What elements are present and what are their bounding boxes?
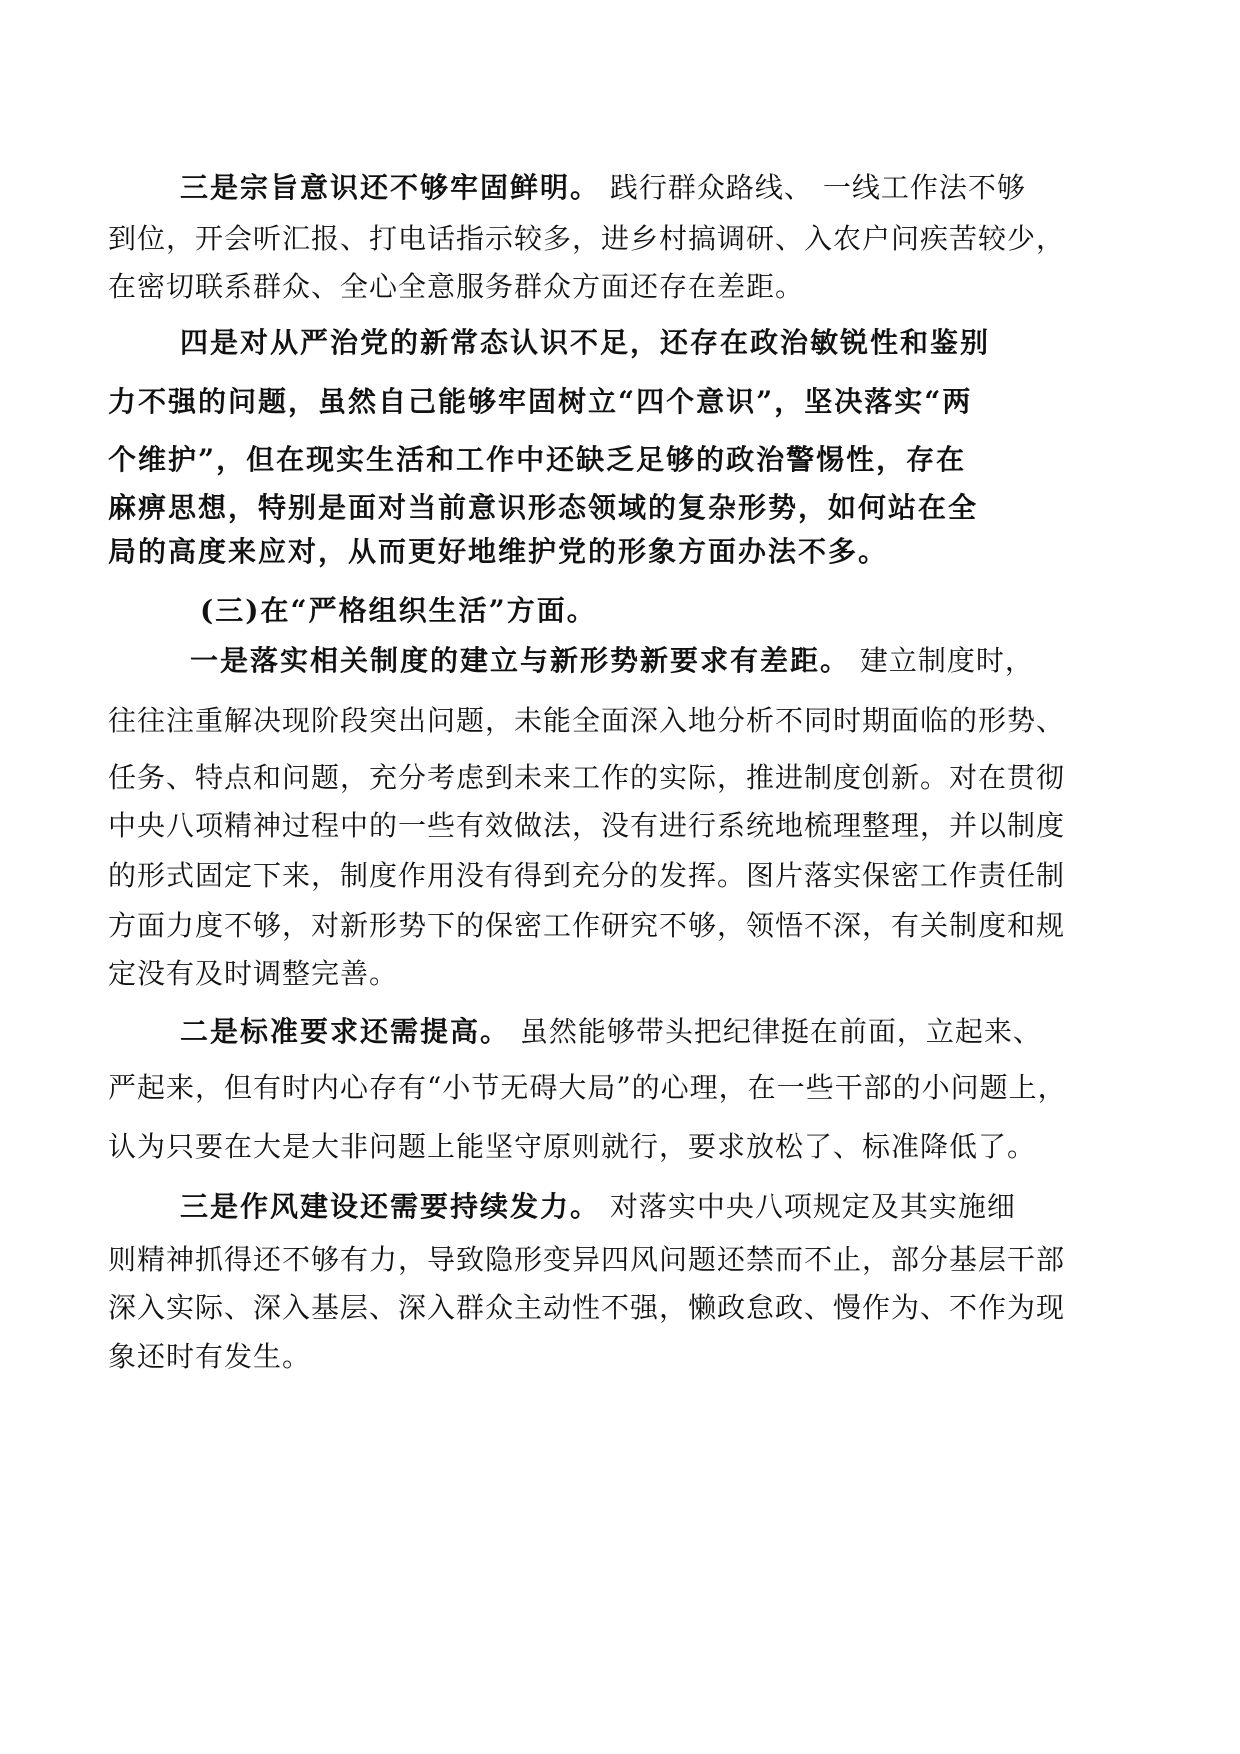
paragraph-5-line-7 [108, 954, 398, 994]
paragraph-text: 个维护”，但在现实生活和工作中还缺乏足够的政治警惕性，存在 [108, 443, 967, 476]
paragraph-text: 在密切联系群众、全心全意服务群众方面还存在差距。 [108, 270, 805, 303]
paragraph-text: 的形式固定下来，制度作用没有得到充分的发挥。图片落实保密工作责任制 [108, 859, 1066, 892]
paragraph-4-line-2 [108, 382, 972, 422]
paragraph-text: 认为只要在大是大非问题上能坚守原则就行，要求放松了、标准降低了。 [108, 1130, 1037, 1163]
paragraph-text: 麻痹思想，特别是面对当前意识形态领域的复杂形势，如何站在全 [108, 491, 979, 524]
paragraph-4-line-4 [108, 488, 978, 528]
paragraph-text: 严起来，但有时内心存有“小节无碍大局”的心理，在一些干部的小问题上， [108, 1071, 1067, 1104]
paragraph-text: 对落实中央八项规定及其实施细 [600, 1190, 1016, 1223]
paragraph-7-line-1 [180, 1187, 1016, 1227]
paragraph-heading: 一是落实相关制度的建立与新形势新要求有差距。 [190, 644, 851, 677]
paragraph-5-line-4 [108, 806, 1065, 846]
paragraph-heading: 二是标准要求还需提高。 [180, 1015, 511, 1048]
paragraph-6-line-1 [180, 1012, 1042, 1052]
paragraph-4-line-5 [108, 532, 888, 572]
paragraph-text: 力不强的问题，虽然自己能够牢固树立“四个意识”，坚决落实“两 [108, 385, 973, 418]
paragraph-text: 中央八项精神过程中的一些有效做法，没有进行系统地梳理整理，并以制度 [108, 809, 1066, 842]
paragraph-6-line-2 [108, 1068, 1067, 1108]
paragraph-text: 任务、特点和问题，充分考虑到未来工作的实际，推进制度创新。对在贯彻 [108, 761, 1066, 794]
paragraph-5-line-5 [108, 856, 1065, 896]
paragraph-5-line-3 [108, 758, 1065, 798]
paragraph-text: 到位，开会听汇报、打电话指示较多，进乡村搞调研、入农户问疾苦较少， [108, 222, 1066, 255]
paragraph-text: 践行群众路线、 一线工作法不够 [600, 171, 1026, 204]
paragraph-7-line-3 [108, 1288, 1065, 1328]
paragraph-heading: 三是宗旨意识还不够牢固鲜明。 [180, 171, 601, 204]
paragraph-heading: 三是作风建设还需要持续发力。 [180, 1190, 601, 1223]
section-heading-text: (三)在“严格组织生活”方面。 [200, 594, 597, 627]
paragraph-text: 深入实际、深入基层、深入群众主动性不强，懒政怠政、慢作为、不作为现 [108, 1291, 1066, 1324]
paragraph-5-line-2 [108, 701, 1065, 741]
paragraph-7-line-2 [108, 1240, 1065, 1280]
paragraph-3-line-1 [180, 168, 1026, 208]
paragraph-7-line-4 [108, 1337, 311, 1377]
paragraph-5-line-6 [108, 906, 1065, 946]
paragraph-6-line-3 [108, 1127, 1036, 1167]
paragraph-3-line-2 [108, 219, 1065, 259]
paragraph-text: 象还时有发生。 [108, 1340, 312, 1373]
section-heading [200, 591, 597, 631]
paragraph-4-line-1 [180, 323, 990, 363]
paragraph-text: 四是对从严治党的新常态认识不足，还存在政治敏锐性和鉴别 [180, 326, 991, 359]
paragraph-4-line-3 [108, 440, 966, 480]
paragraph-text: 局的高度来应对，从而更好地维护党的形象方面办法不多。 [108, 535, 889, 568]
paragraph-text: 建立制度时， [850, 644, 1034, 677]
paragraph-text: 方面力度不够，对新形势下的保密工作研究不够，领悟不深，有关制度和规 [108, 909, 1066, 942]
paragraph-3-line-3 [108, 267, 804, 307]
paragraph-5-line-1 [190, 641, 1034, 681]
paragraph-text: 则精神抓得还不够有力，导致隐形变异四风问题还禁而不止，部分基层干部 [108, 1243, 1066, 1276]
paragraph-text: 往往注重解决现阶段突出问题，未能全面深入地分析不同时期面临的形势、 [108, 704, 1066, 737]
paragraph-text: 定没有及时调整完善。 [108, 957, 399, 990]
paragraph-text: 虽然能够带头把纪律挺在前面，立起来、 [510, 1015, 1042, 1048]
